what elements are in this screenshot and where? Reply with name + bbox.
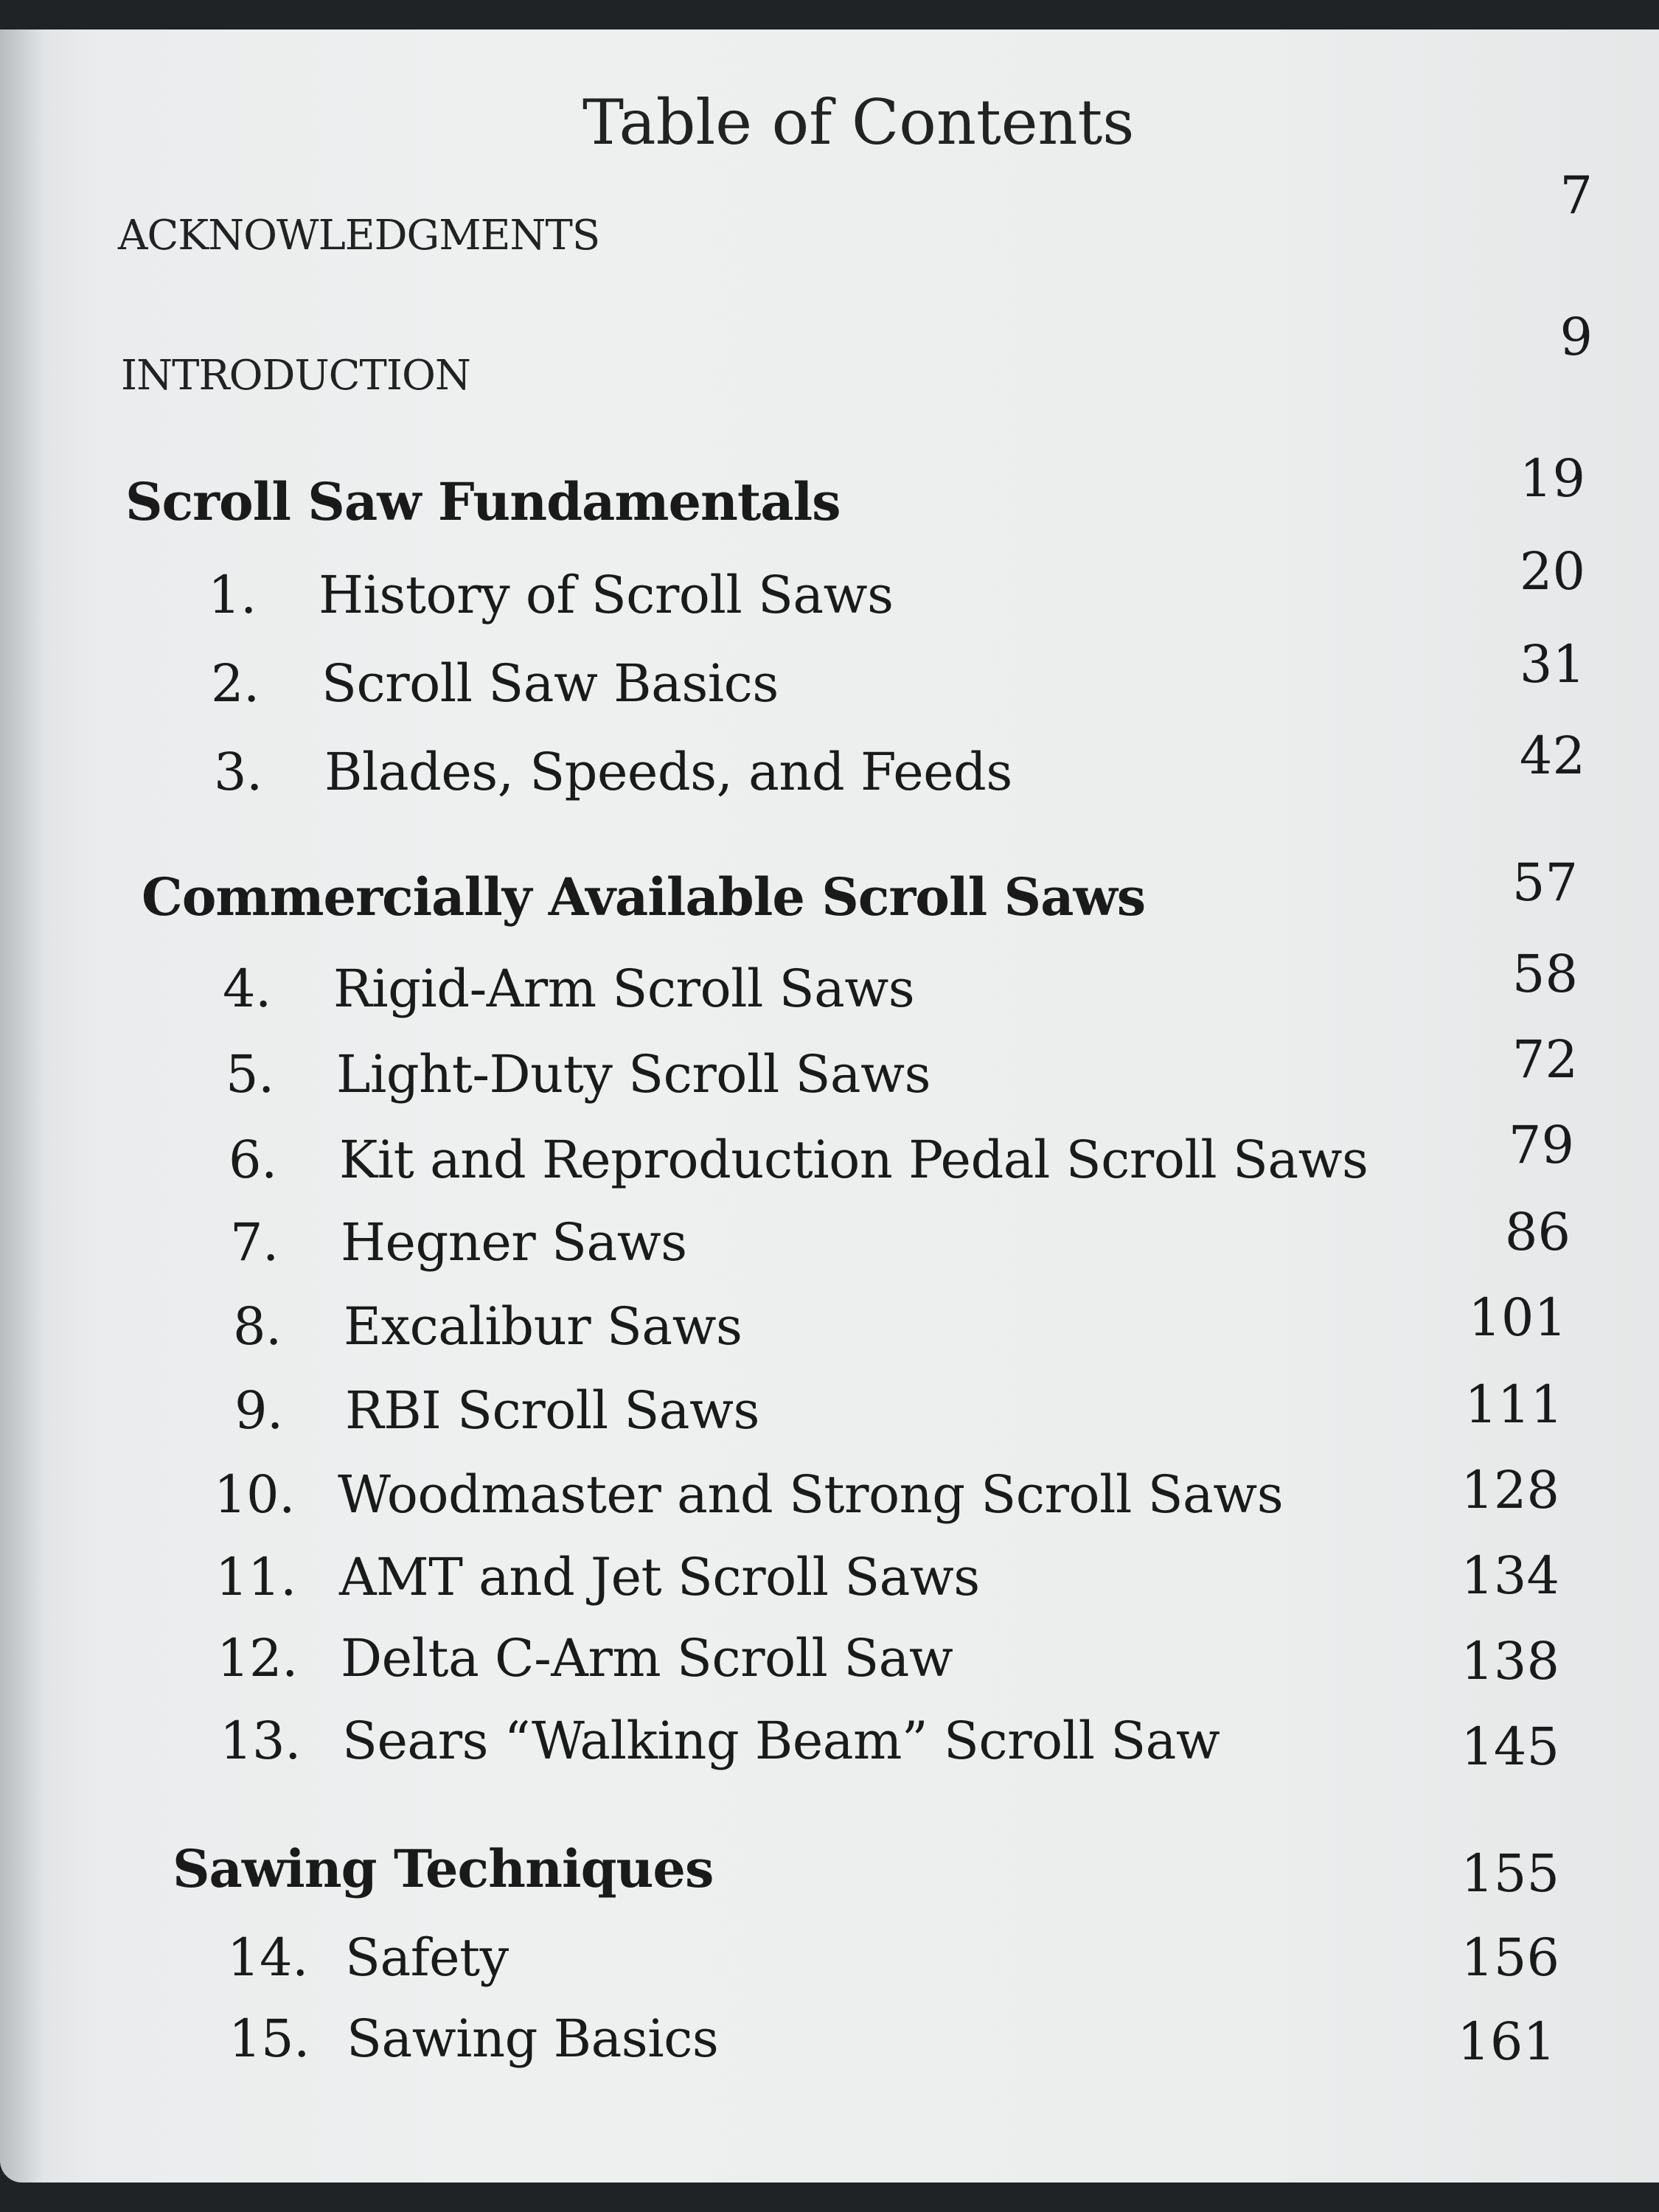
toc-chapter bbox=[234, 1380, 759, 1441]
chapter-title: Hegner Saws bbox=[341, 1212, 687, 1273]
chapter-number: 4. bbox=[223, 959, 271, 1019]
toc-page-number: 161 bbox=[1457, 2011, 1556, 2072]
chapter-number: 8. bbox=[233, 1296, 282, 1357]
toc-page-number: 31 bbox=[1519, 634, 1585, 695]
chapter-title: Sears “Walking Beam” Scroll Saw bbox=[342, 1711, 1220, 1771]
chapter-title: Safety bbox=[345, 1927, 509, 1988]
toc-page-number: 19 bbox=[1519, 448, 1585, 509]
chapter-number: 13. bbox=[220, 1711, 301, 1771]
chapter-title: Woodmaster and Strong Scroll Saws bbox=[338, 1464, 1284, 1525]
chapter-number: 6. bbox=[229, 1130, 277, 1190]
chapter-number: 5. bbox=[226, 1044, 274, 1105]
toc-chapter bbox=[227, 1927, 509, 1988]
toc-page-number: 155 bbox=[1461, 1843, 1559, 1904]
chapter-title: AMT and Jet Scroll Saws bbox=[339, 1547, 980, 1607]
toc-page-number: 72 bbox=[1512, 1029, 1578, 1090]
toc-chapter bbox=[229, 2008, 719, 2069]
toc-section-heading: Scroll Saw Fundamentals bbox=[125, 471, 841, 532]
page-title: Table of Contents bbox=[582, 86, 1135, 159]
toc-page-number: 9 bbox=[1559, 307, 1593, 367]
chapter-title: RBI Scroll Saws bbox=[345, 1380, 759, 1441]
toc-page-number: 128 bbox=[1461, 1460, 1559, 1520]
chapter-number: 10. bbox=[214, 1464, 295, 1525]
toc-chapter bbox=[217, 1628, 953, 1688]
chapter-title: Excalibur Saws bbox=[344, 1296, 742, 1357]
toc-page-number: 79 bbox=[1508, 1115, 1574, 1175]
toc-page-number: 86 bbox=[1504, 1202, 1571, 1262]
chapter-title: Delta C-Arm Scroll Saw bbox=[341, 1628, 953, 1688]
toc-chapter bbox=[208, 565, 894, 625]
book-page bbox=[0, 29, 1659, 2183]
toc-chapter bbox=[220, 1711, 1220, 1771]
toc-page-number: 57 bbox=[1512, 852, 1578, 913]
chapter-number: 12. bbox=[217, 1628, 298, 1688]
toc-chapter bbox=[214, 1464, 1284, 1525]
toc-chapter bbox=[229, 1130, 1368, 1190]
chapter-number: 1. bbox=[208, 565, 257, 625]
chapter-title: Sawing Basics bbox=[347, 2008, 719, 2069]
chapter-number: 9. bbox=[234, 1380, 283, 1441]
toc-section-heading: Commercially Available Scroll Saws bbox=[142, 866, 1146, 928]
toc-page-number: 134 bbox=[1461, 1545, 1559, 1606]
toc-page-number: 20 bbox=[1519, 541, 1585, 602]
toc-page-number: 42 bbox=[1519, 726, 1585, 786]
toc-chapter bbox=[215, 1547, 980, 1607]
chapter-title: Scroll Saw Basics bbox=[321, 653, 779, 714]
toc-front-introduction: INTRODUCTION bbox=[121, 352, 470, 400]
toc-chapter bbox=[230, 1212, 687, 1273]
chapter-title: History of Scroll Saws bbox=[319, 565, 894, 625]
chapter-number: 3. bbox=[214, 742, 262, 802]
chapter-number: 2. bbox=[211, 653, 260, 714]
chapter-number: 14. bbox=[227, 1927, 308, 1988]
toc-page-number: 156 bbox=[1461, 1927, 1559, 1988]
toc-page-number: 111 bbox=[1464, 1374, 1563, 1435]
toc-page-number: 138 bbox=[1461, 1631, 1559, 1691]
chapter-number: 11. bbox=[215, 1547, 296, 1607]
chapter-title: Blades, Speeds, and Feeds bbox=[324, 742, 1012, 802]
chapter-title: Rigid-Arm Scroll Saws bbox=[333, 959, 915, 1019]
toc-page-number: 101 bbox=[1468, 1287, 1567, 1348]
toc-section-heading: Sawing Techniques bbox=[173, 1838, 714, 1899]
toc-front-acknowledgments: ACKNOWLEDGMENTS bbox=[118, 212, 600, 260]
chapter-number: 7. bbox=[230, 1212, 279, 1273]
toc-page-number: 7 bbox=[1559, 165, 1593, 226]
toc-chapter bbox=[214, 742, 1012, 802]
chapter-number: 15. bbox=[229, 2008, 310, 2069]
toc-page-number: 145 bbox=[1461, 1717, 1559, 1777]
toc-page-number: 58 bbox=[1512, 944, 1578, 1004]
toc-chapter bbox=[223, 959, 915, 1019]
chapter-title: Light-Duty Scroll Saws bbox=[336, 1044, 931, 1105]
chapter-title: Kit and Reproduction Pedal Scroll Saws bbox=[339, 1130, 1368, 1190]
toc-chapter bbox=[226, 1044, 931, 1105]
toc-chapter bbox=[211, 653, 779, 714]
toc-chapter bbox=[233, 1296, 742, 1357]
